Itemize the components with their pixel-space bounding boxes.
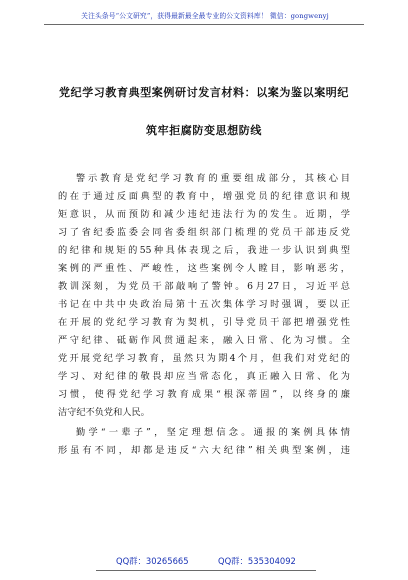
- header-divider: [44, 24, 364, 25]
- body-line: 的在于通过反面典型的教育中，增强党员的纪律意识和规: [58, 191, 350, 202]
- body-line: 形虽有不同，却都是违反“六大纪律”相关典型案例，违: [58, 445, 350, 456]
- body-line: 在开展的党纪学习教育为契机，引导党员干部把增强党性: [58, 317, 350, 328]
- body-line: 洁守纪不负党和人民。: [58, 407, 150, 418]
- body-line: 的纪律和规矩的55种具体表现之后，我进一步认识到典型: [58, 245, 350, 256]
- body-line: 习惯，使得党纪学习教育成果“根深蒂固”，以终身的廉: [58, 389, 350, 400]
- body-line: 严守纪律、砥砺作风贯通起来，融入日常、化为习惯。全: [58, 335, 350, 346]
- header-banner: 关注头条号“公文研究”，获得最新最全最专业的公文资料库！ 微信：gongwenyj: [81, 12, 329, 20]
- body-line: 矩意识，从而预防和减少违纪违法行为的发生。近期，学: [58, 209, 350, 220]
- body-line: 学习、对纪律的敬畏却应当常态化，真正融入日常、化为: [58, 371, 350, 382]
- body-line: 勤学“一辈子”，坚定理想信念。通报的案例具体情: [76, 427, 350, 438]
- body-line: 案例的严重性、严峻性，这些案例令人瞠目，影响恶劣，: [58, 263, 350, 274]
- document-title-line-2: 筑牢拒腐防变思想防线: [146, 124, 262, 137]
- document-title-line-1: 党纪学习教育典型案例研讨发言材料：以案为鉴以案明纪: [59, 86, 349, 99]
- footer-qq-group-1: QQ群：30265665: [116, 556, 189, 566]
- body-line: 党开展党纪学习教育，虽然只为期4个月，但我们对党纪的: [58, 353, 350, 364]
- body-line: 书记在中共中央政治局第十五次集体学习时强调，要以正: [58, 299, 350, 310]
- footer-divider: [96, 570, 316, 571]
- body-line: 警示教育是党纪学习教育的重要组成部分，其核心目: [76, 173, 350, 184]
- footer-qq-group-2: QQ群：535304092: [218, 556, 296, 566]
- body-line: 习了省纪委监委会同省委组织部门梳理的党员干部违反党: [58, 227, 350, 238]
- body-line: 教训深刻，为党员干部敲响了警钟。6月27日，习近平总: [58, 281, 350, 292]
- page-footer: [0, 555, 408, 569]
